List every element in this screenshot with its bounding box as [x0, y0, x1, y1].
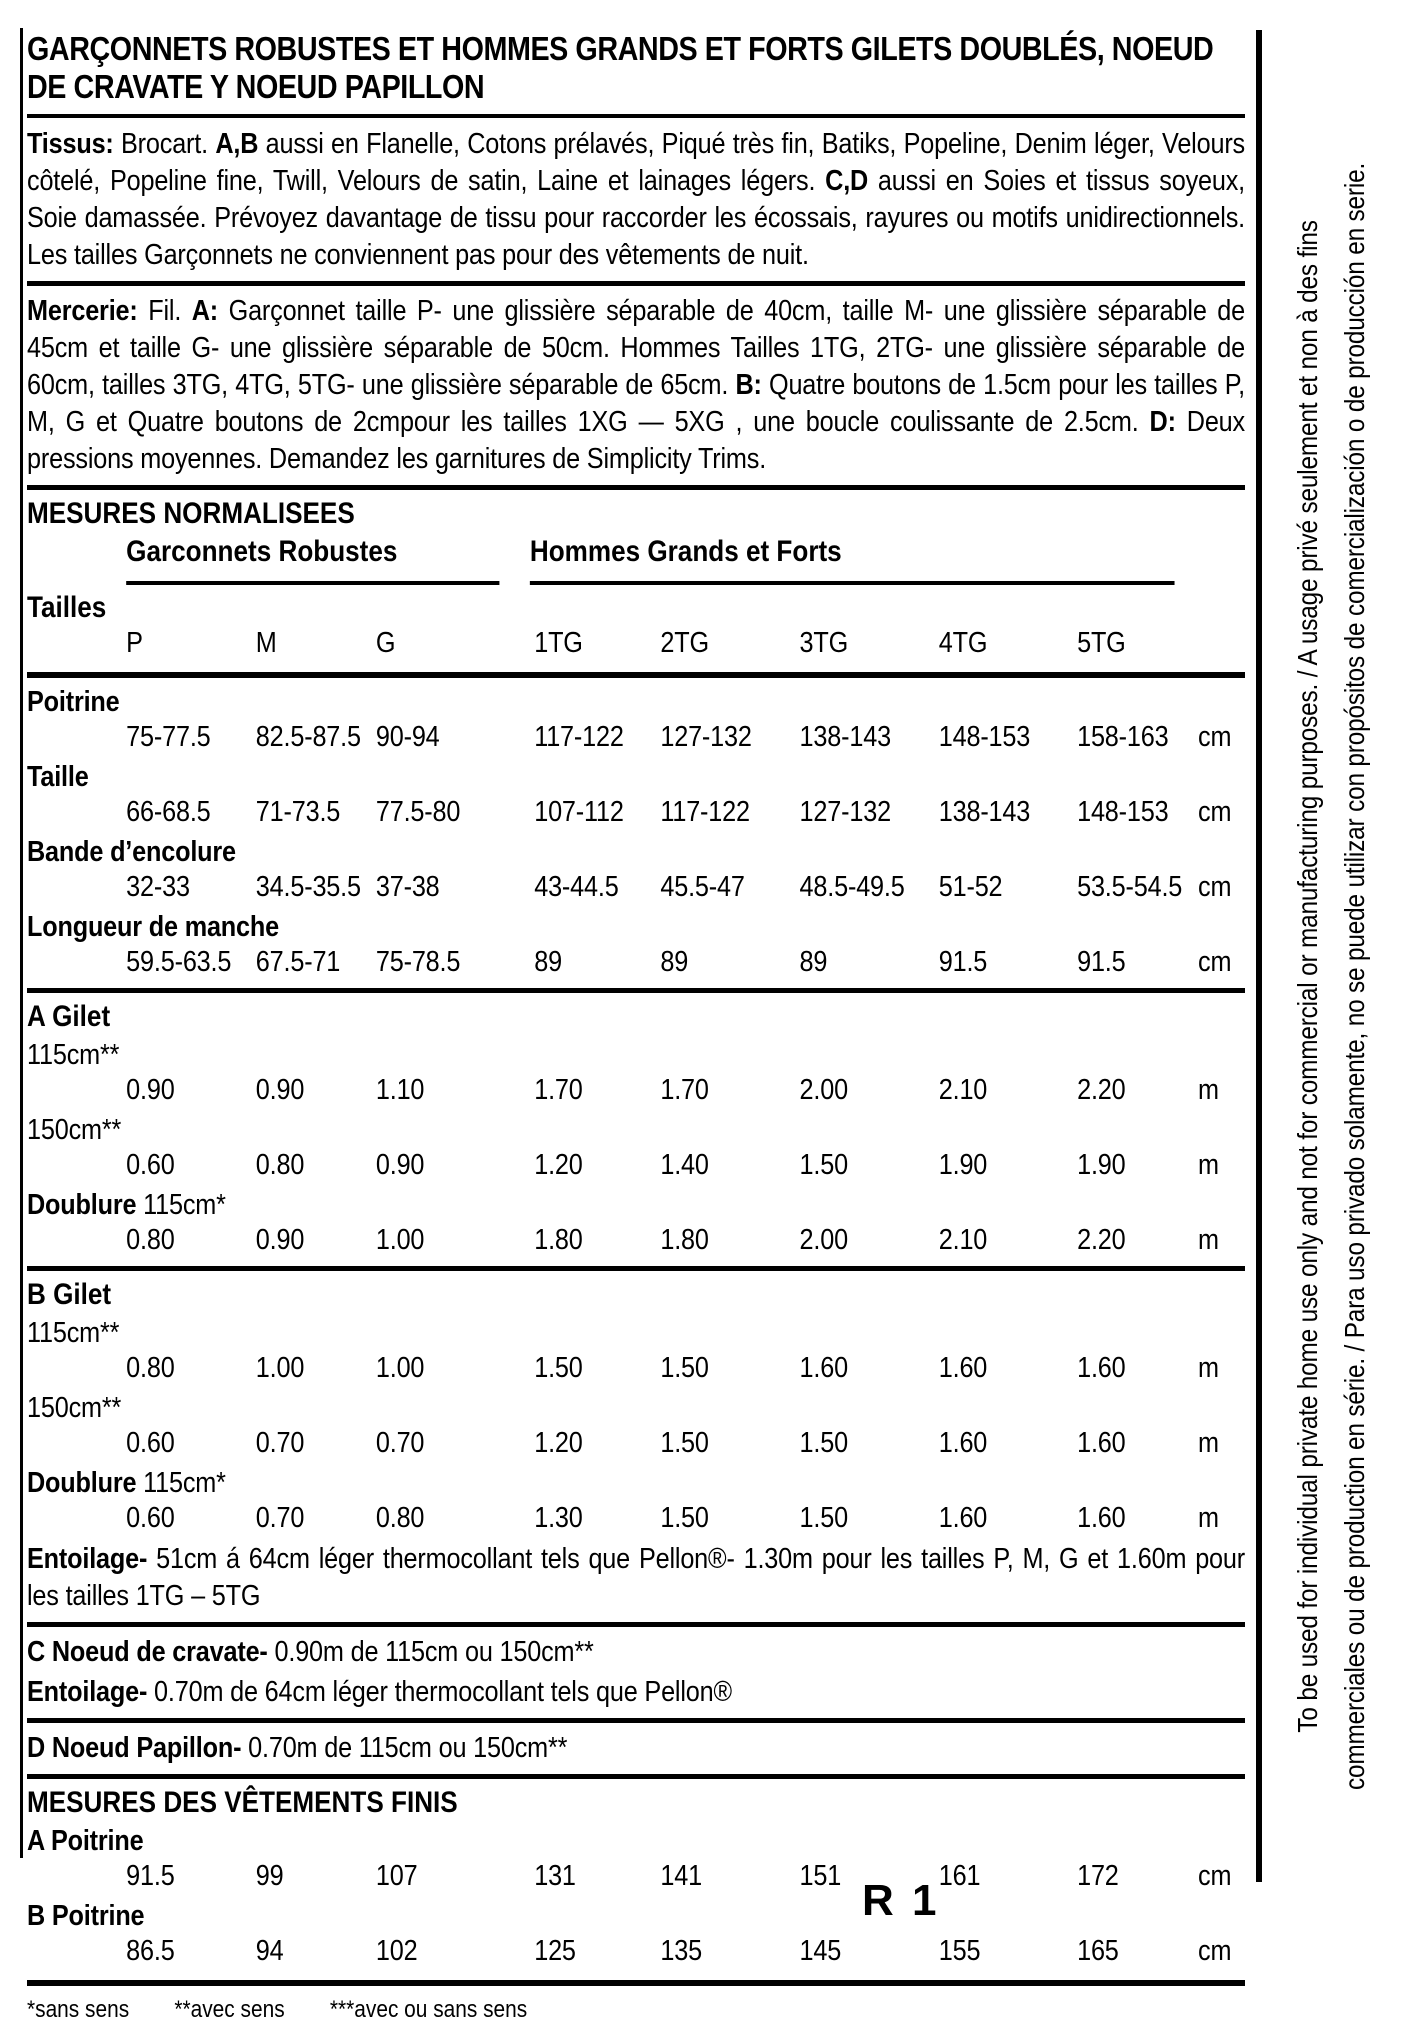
- group-men-header: Hommes Grands et Forts: [530, 535, 1175, 585]
- divider: [27, 485, 1245, 490]
- size-header-row: [27, 625, 1245, 662]
- value-cell: 51-52: [938, 871, 1003, 903]
- value-cell: m: [1198, 1149, 1219, 1181]
- value-cell: 0.70: [255, 1427, 305, 1459]
- table-row: [27, 836, 1245, 906]
- value-cell: 141: [660, 1860, 702, 1892]
- sidebar-divider-rule: [1256, 30, 1262, 1882]
- left-border-rule: [20, 28, 23, 1858]
- divider: [27, 1980, 1245, 1986]
- value-cell: 86.5: [126, 1935, 175, 1967]
- value-cell: cm: [1198, 796, 1232, 828]
- divider: [27, 1622, 1245, 1627]
- finished-measurements-heading: MESURES DES VÊTEMENTS FINIS: [27, 1786, 458, 1819]
- value-cell: 2.10: [938, 1074, 988, 1106]
- value-cell: 1.60: [1077, 1427, 1126, 1459]
- row-label: 150cm**: [27, 1392, 122, 1424]
- value-cell: 1.50: [799, 1427, 848, 1459]
- divider: [27, 1718, 1245, 1723]
- row-values: [27, 1072, 1245, 1109]
- value-cell: 2.10: [938, 1224, 988, 1256]
- value-cell: cm: [1198, 946, 1232, 978]
- value-cell: 67.5-71: [255, 946, 341, 978]
- value-cell: 37-38: [375, 871, 440, 903]
- view-d-note: D Noeud Papillon- 0.70m de 115cm ou 150cm**: [27, 1732, 568, 1764]
- row-values: [27, 944, 1245, 981]
- row-values: [27, 1222, 1245, 1259]
- value-cell: 1TG: [534, 627, 583, 659]
- value-cell: 107: [375, 1860, 418, 1892]
- value-cell: 1.60: [1077, 1502, 1126, 1534]
- value-cell: cm: [1198, 871, 1232, 903]
- interfacing-c-note: Entoilage- 0.70m de 64cm léger thermocollant tels que Pellon®: [27, 1676, 732, 1708]
- value-cell: 34.5-35.5: [255, 871, 361, 903]
- value-cell: 1.50: [660, 1502, 709, 1534]
- value-cell: 117-122: [534, 721, 624, 753]
- value-cell: 1.60: [1077, 1352, 1126, 1384]
- value-cell: 45.5-47: [660, 871, 745, 903]
- table-row: [27, 1039, 1245, 1109]
- footnote-with-nap: **avec sens: [174, 1996, 285, 2023]
- value-cell: 53.5-54.5: [1077, 871, 1183, 903]
- row-label: Poitrine: [27, 686, 120, 718]
- table-row: [27, 761, 1245, 831]
- divider: [27, 1774, 1245, 1779]
- value-cell: 75-77.5: [126, 721, 211, 753]
- standard-measurements-heading: MESURES NORMALISEES: [27, 497, 355, 530]
- value-cell: m: [1198, 1427, 1219, 1459]
- value-cell: 71-73.5: [255, 796, 341, 828]
- value-cell: 107-112: [534, 796, 624, 828]
- value-cell: cm: [1198, 721, 1232, 753]
- value-cell: 1.50: [799, 1502, 848, 1534]
- value-cell: 1.00: [375, 1352, 425, 1384]
- row-values: [27, 1858, 1245, 1895]
- notions-paragraph: Mercerie: Fil. A: Garçonnet taille P- une glissière séparable de 40cm, taille M- une glissière séparable de 45cm et taille G- une glissière séparable de 50cm. Hommes Tailles 1TG, 2TG- une glissière séparable de 60cm, tailles 3TG, 4TG, 5TG- une glissière séparable de 65cm. B: Quatre boutons de 1.5cm pour les tailles P, M, G et Quatre boutons de 2cmpour les tailles 1XG — 5XG , une boucle coulissante de 2.5cm. D: Deux pressions moyennes. Demandez les garnitures de Simplicity Trims.: [27, 295, 1246, 475]
- value-cell: 3TG: [799, 627, 849, 659]
- value-cell: 0.60: [126, 1149, 175, 1181]
- value-cell: 1.30: [534, 1502, 583, 1534]
- value-cell: 145: [799, 1935, 842, 1967]
- value-cell: 89: [534, 946, 562, 978]
- value-cell: 1.60: [938, 1352, 988, 1384]
- value-cell: 91.5: [126, 1860, 175, 1892]
- row-label: A Poitrine: [27, 1825, 144, 1857]
- table-row: [27, 1392, 1245, 1462]
- value-cell: 117-122: [660, 796, 750, 828]
- value-cell: 135: [660, 1935, 702, 1967]
- value-cell: P: [126, 627, 143, 659]
- value-cell: 89: [660, 946, 689, 978]
- table-row: [27, 1114, 1245, 1184]
- value-cell: 0.60: [126, 1427, 175, 1459]
- value-cell: 1.20: [534, 1149, 583, 1181]
- value-cell: cm: [1198, 1860, 1232, 1892]
- value-cell: 1.80: [660, 1224, 709, 1256]
- value-cell: 90-94: [375, 721, 440, 753]
- sidebar-copyright-line2: commerciales ou de production en série. / Para uso privado solamente, no se puede utilizar con propósitos de comercialización o de producción en serie.: [1339, 162, 1370, 1790]
- value-cell: 0.70: [375, 1427, 425, 1459]
- value-cell: 48.5-49.5: [799, 871, 905, 903]
- value-cell: 1.60: [938, 1502, 988, 1534]
- value-cell: 1.20: [534, 1427, 583, 1459]
- value-cell: 0.90: [375, 1149, 425, 1181]
- value-cell: 43-44.5: [534, 871, 619, 903]
- value-cell: m: [1198, 1224, 1219, 1256]
- value-cell: 0.80: [375, 1502, 425, 1534]
- value-cell: 0.90: [255, 1074, 305, 1106]
- value-cell: m: [1198, 1074, 1219, 1106]
- row-values: [27, 1147, 1245, 1184]
- row-values: [27, 1933, 1245, 1970]
- value-cell: 2.00: [799, 1224, 848, 1256]
- row-label: 115cm**: [27, 1317, 120, 1349]
- row-label: Taille: [27, 761, 89, 793]
- value-cell: 91.5: [938, 946, 988, 978]
- value-cell: 161: [938, 1860, 981, 1892]
- table-row: [27, 686, 1245, 756]
- divider: [27, 281, 1245, 286]
- value-cell: 4TG: [938, 627, 988, 659]
- value-cell: 125: [534, 1935, 576, 1967]
- value-cell: 1.60: [799, 1352, 848, 1384]
- value-cell: 1.60: [938, 1427, 988, 1459]
- table-row: [27, 1189, 1245, 1259]
- row-values: [27, 869, 1245, 906]
- sidebar-copyright-line1: To be used for individual private home use only and not for commercial or manufacturing purposes. / A usage privé seulement et non à des fins: [1292, 220, 1323, 1733]
- value-cell: 131: [534, 1860, 576, 1892]
- value-cell: 158-163: [1077, 721, 1169, 753]
- value-cell: 1.50: [660, 1352, 709, 1384]
- value-cell: 1.80: [534, 1224, 583, 1256]
- size-group-headers: [27, 535, 1245, 585]
- sizes-label: Tailles: [27, 591, 107, 624]
- value-cell: 155: [938, 1935, 981, 1967]
- group-boys-header: Garconnets Robustes: [126, 535, 499, 585]
- value-cell: 91.5: [1077, 946, 1126, 978]
- value-cell: 138-143: [799, 721, 891, 753]
- value-cell: 172: [1077, 1860, 1119, 1892]
- value-cell: 32-33: [126, 871, 190, 903]
- value-cell: 89: [799, 946, 828, 978]
- row-values: [27, 1350, 1245, 1387]
- value-cell: 1.50: [534, 1352, 583, 1384]
- row-label: Doublure 115cm*: [27, 1467, 226, 1499]
- value-cell: 1.90: [1077, 1149, 1126, 1181]
- row-label: Bande d’encolure: [27, 836, 236, 868]
- value-cell: 102: [375, 1935, 418, 1967]
- value-cell: 1.70: [534, 1074, 583, 1106]
- sidebar-copyright: [1284, 50, 1394, 1903]
- value-cell: 0.60: [126, 1502, 175, 1534]
- row-label: Doublure 115cm*: [27, 1189, 226, 1221]
- value-cell: 1.70: [660, 1074, 709, 1106]
- divider: [27, 672, 1245, 678]
- table-row: [27, 1467, 1245, 1537]
- value-cell: m: [1198, 1502, 1219, 1534]
- table-row: [27, 1317, 1245, 1387]
- value-cell: 77.5-80: [375, 796, 461, 828]
- divider: [27, 114, 1245, 118]
- page-title: GARÇONNETS ROBUSTES ET HOMMES GRANDS ET FORTS GILETS DOUBLÉS, NOEUD DE CRAVATE Y NOEUD PAPILLON: [27, 30, 1214, 105]
- nap-footnotes: [27, 1996, 1245, 2024]
- value-cell: 127-132: [660, 721, 752, 753]
- value-cell: 127-132: [799, 796, 891, 828]
- row-label: B Poitrine: [27, 1900, 145, 1932]
- value-cell: 165: [1077, 1935, 1119, 1967]
- divider: [27, 988, 1245, 993]
- value-cell: 0.70: [255, 1502, 305, 1534]
- row-values: [27, 1425, 1245, 1462]
- value-cell: 2.00: [799, 1074, 848, 1106]
- interfacing-ab-note: Entoilage- 51cm á 64cm léger thermocollant tels que Pellon®- 1.30m pour les tailles P, M, G et 1.60m pour les tailles 1TG – 5TG: [27, 1543, 1246, 1612]
- value-cell: cm: [1198, 1935, 1232, 1967]
- value-cell: 94: [255, 1935, 284, 1967]
- footnote-without-nap: *sans sens: [27, 1996, 130, 2023]
- value-cell: 0.80: [255, 1149, 305, 1181]
- value-cell: 0.80: [126, 1352, 175, 1384]
- value-cell: 1.00: [375, 1224, 425, 1256]
- page-code: R 1: [862, 1876, 940, 1925]
- row-label: Longueur de manche: [27, 911, 280, 943]
- value-cell: 148-153: [938, 721, 1031, 753]
- value-cell: 2.20: [1077, 1074, 1126, 1106]
- fabrics-label: Tissus:: [27, 128, 114, 160]
- view-c-note: C Noeud de cravate- 0.90m de 115cm ou 150cm**: [27, 1636, 594, 1668]
- footnote-with-or-without-nap: ***avec ou sans sens: [329, 1996, 528, 2023]
- row-label: 150cm**: [27, 1114, 122, 1146]
- value-cell: 1.40: [660, 1149, 709, 1181]
- value-cell: 1.90: [938, 1149, 988, 1181]
- value-cell: 0.90: [255, 1224, 305, 1256]
- value-cell: M: [255, 627, 277, 659]
- row-values: [27, 794, 1245, 831]
- view-b-heading: B Gilet: [27, 1278, 112, 1311]
- value-cell: 75-78.5: [375, 946, 461, 978]
- row-values: [27, 719, 1245, 756]
- value-cell: 82.5-87.5: [255, 721, 361, 753]
- value-cell: 66-68.5: [126, 796, 211, 828]
- value-cell: 0.90: [126, 1074, 175, 1106]
- value-cell: 2TG: [660, 627, 709, 659]
- table-row: [27, 911, 1245, 981]
- value-cell: 99: [255, 1860, 284, 1892]
- row-label: 115cm**: [27, 1039, 120, 1071]
- value-cell: 1.50: [799, 1149, 848, 1181]
- value-cell: 59.5-63.5: [126, 946, 232, 978]
- value-cell: 0.80: [126, 1224, 175, 1256]
- view-a-heading: A Gilet: [27, 1000, 111, 1033]
- instruction-sheet: [27, 24, 1245, 2024]
- row-values: [27, 1500, 1245, 1537]
- fabrics-paragraph: Tissus: Brocart. A,B aussi en Flanelle, Cotons prélavés, Piqué très fin, Batiks, Popeline, Denim léger, Velours côtelé, Popeline fine, Twill, Velours de satin, Laine et lainages légers. C,D aussi en Soies et tissus soyeux, Soie damassée. Prévoyez davantage de tissu pour raccorder les écossais, rayures ou motifs unidirectionnels. Les tailles Garçonnets ne conviennent pas pour des vêtements de nuit.: [27, 128, 1246, 271]
- value-cell: 138-143: [938, 796, 1031, 828]
- value-cell: G: [375, 627, 396, 659]
- notions-label: Mercerie:: [27, 295, 138, 327]
- table-row: [27, 1900, 1245, 1970]
- divider: [27, 1266, 1245, 1271]
- value-cell: 148-153: [1077, 796, 1169, 828]
- value-cell: 1.00: [255, 1352, 305, 1384]
- value-cell: 151: [799, 1860, 842, 1892]
- value-cell: 1.50: [660, 1427, 709, 1459]
- value-cell: 5TG: [1077, 627, 1126, 659]
- group-gap: [499, 535, 529, 585]
- value-cell: 1.10: [375, 1074, 425, 1106]
- value-cell: 2.20: [1077, 1224, 1126, 1256]
- table-row: [27, 1825, 1245, 1895]
- value-cell: m: [1198, 1352, 1219, 1384]
